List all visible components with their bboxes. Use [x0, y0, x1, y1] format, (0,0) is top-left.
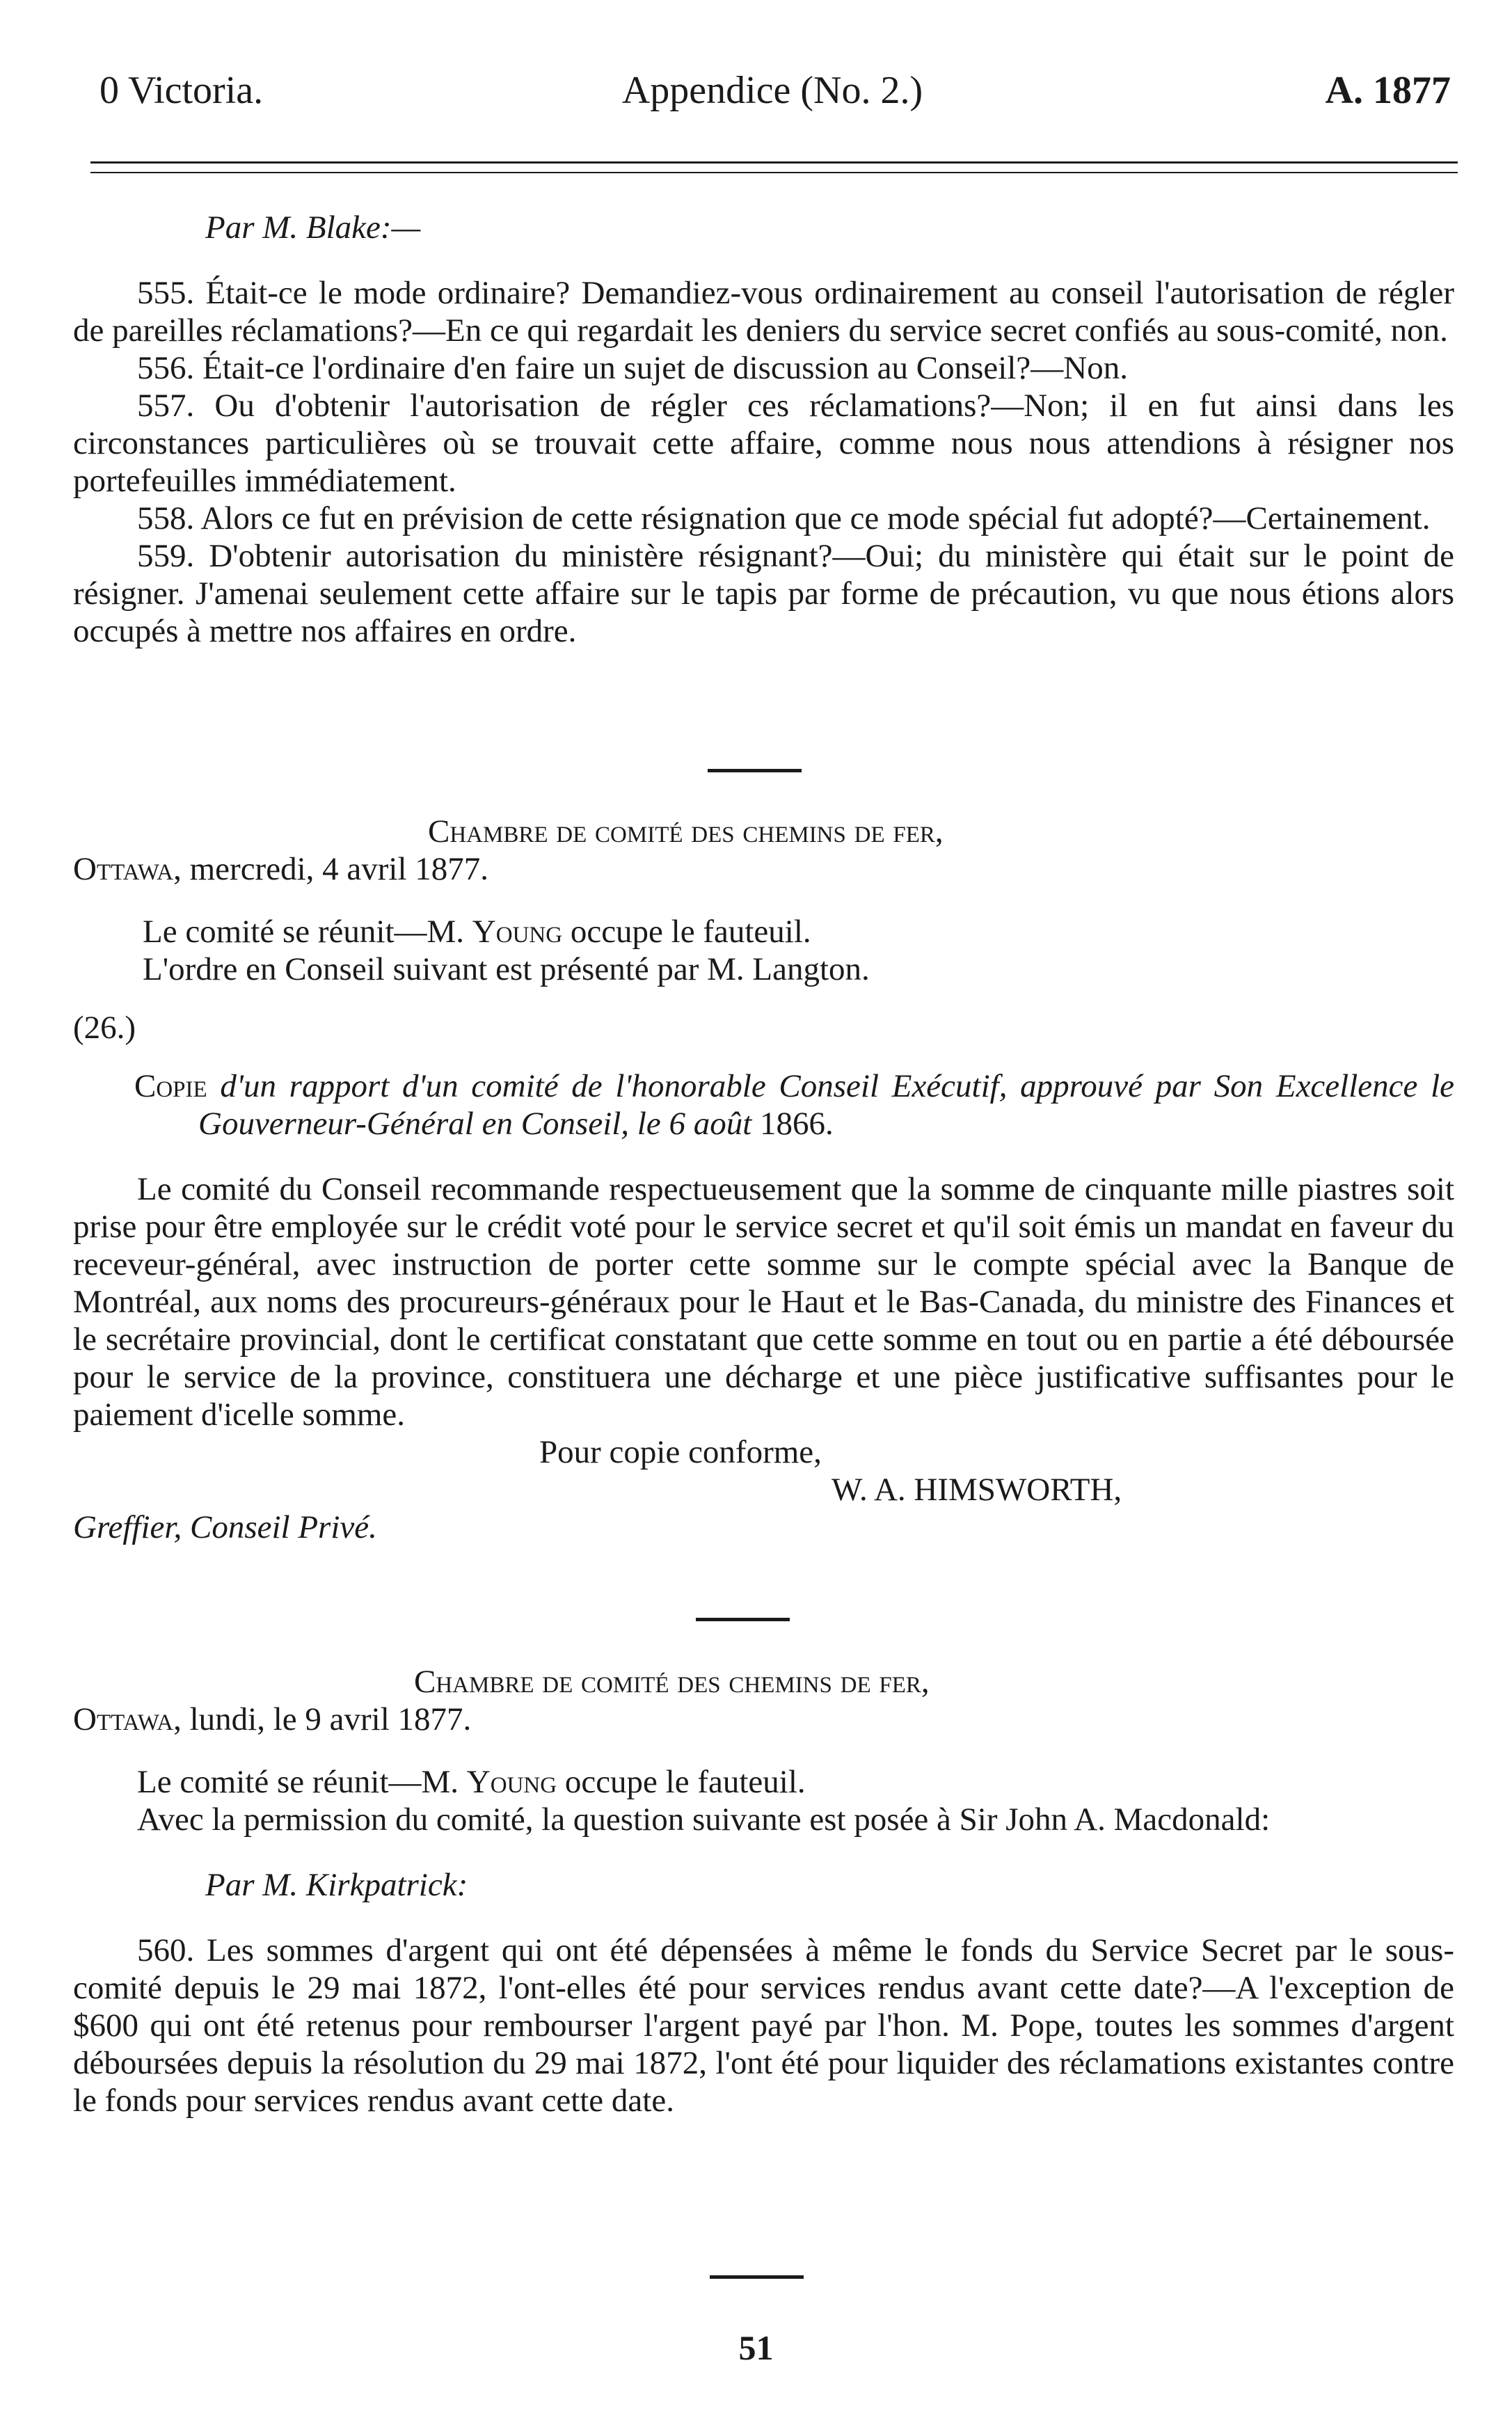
- permission-line: Avec la permission du comité, la question suivante est posée à Sir John A. Macdonald:: [137, 1801, 1271, 1838]
- dateline-date-2: lundi, le 9 avril 1877.: [189, 1701, 472, 1737]
- section-blake: [73, 209, 1454, 650]
- footer-divider: [710, 2275, 804, 2279]
- section-divider: [708, 769, 802, 772]
- dateline-2: [73, 1701, 1454, 1738]
- question-560: 560. Les sommes d'argent qui ont été dépensées à même le fonds du Service Secret par le sous-comité depuis le 29 mai 1872, l'ont-elles été pour services rendus avant cette date?—A l'exception de $600 qui ont été retenus pour rembourser l'argent payé par l'hon. M. Pope, toutes les sommes d'argent déboursées depuis la résolution du 29 mai 1872, l'ont été pour liquider des réclamations existantes contre le fonds pour services rendus avant cette date.: [73, 1932, 1454, 2119]
- meeting-text-end: occupe le fauteuil.: [570, 914, 811, 950]
- header-rule: [90, 161, 1458, 173]
- chair-name-2: Young: [466, 1764, 557, 1800]
- section-divider-2: [696, 1618, 790, 1621]
- speaker-label-2: Par M. Kirkpatrick:: [205, 1867, 468, 1903]
- question-555: 555. Était-ce le mode ordinaire? Demandiez-vous ordinairement au conseil l'autorisation de régler de pareilles réclamations?—En ce qui regardait les deniers du service secret confiés au sous-comité, non.: [73, 275, 1454, 349]
- chamber-heading-2: Chambre de comité des chemins de fer,: [414, 1664, 930, 1700]
- meeting-text-2: Le comité se réunit—M.: [137, 1764, 459, 1800]
- section-meeting-april-9: [73, 1663, 1454, 2119]
- meeting-line: [73, 913, 1454, 950]
- page-number: 51: [738, 2328, 774, 2367]
- closing-line: Pour copie conforme,: [539, 1434, 822, 1470]
- dateline-place-2: Ottawa,: [73, 1701, 182, 1737]
- copy-year: 1866.: [760, 1106, 834, 1142]
- copy-label: Copie: [134, 1068, 207, 1104]
- running-header: [94, 68, 1451, 124]
- dateline: [73, 850, 1454, 888]
- section-meeting-april-4: [73, 813, 1454, 1546]
- document-number: (26.): [73, 1010, 136, 1046]
- meeting-text: Le comité se réunit—M.: [143, 914, 465, 950]
- signer-title: Greffier, Conseil Privé.: [73, 1509, 377, 1545]
- question-556: 556. Était-ce l'ordinaire d'en faire un sujet de discussion au Conseil?—Non.: [137, 350, 1128, 386]
- speaker-label: Par M. Blake:—: [205, 209, 421, 246]
- header-year: A. 1877: [1325, 69, 1451, 112]
- order-line: L'ordre en Conseil suivant est présenté par M. Langton.: [143, 951, 870, 987]
- meeting-text-end-2: occupe le fauteuil.: [564, 1764, 806, 1800]
- question-558: 558. Alors ce fut en prévision de cette résignation que ce mode spécial fut adopté?—Certainement.: [137, 500, 1431, 536]
- question-557: 557. Ou d'obtenir l'autorisation de régler ces réclamations?—Non; il en fut ainsi dans les circonstances particulières où se trouvait cette affaire, comme nous nous attendions à résigner nos portefeuilles immédiatement.: [73, 388, 1454, 499]
- report-paragraph: Le comité du Conseil recommande respectueusement que la somme de cinquante mille piastres soit prise pour être employée sur le crédit voté pour le service secret et qu'il soit émis un mandat en faveur du receveur-général, avec instruction de porter cette somme sur le compte spécial avec la Banque de Montréal, aux noms des procureurs-généraux pour le Haut et le Bas-Canada, du ministre des Finances et le secrétaire provincial, dont le certificat constatant que cette somme en tout ou en partie a été déboursée pour le service de la province, constituera une décharge et une pièce justificative suffisantes pour le paiement d'icelle somme.: [73, 1171, 1454, 1433]
- copy-title-text: d'un rapport d'un comité de l'honorable Conseil Exécutif, approuvé par Son Excellence le Gouverneur-Général en Conseil, le 6 août: [198, 1068, 1454, 1142]
- meeting-line-2: [73, 1763, 1454, 1801]
- copy-title: [73, 1067, 1454, 1143]
- signer-name: W. A. HIMSWORTH,: [831, 1472, 1122, 1508]
- chamber-heading: Chambre de comité des chemins de fer,: [428, 813, 944, 850]
- chair-name: Young: [472, 914, 563, 950]
- question-559: 559. D'obtenir autorisation du ministère résignant?—Oui; du ministère qui était sur le point de résigner. J'amenai seulement cette affaire sur le tapis par forme de précaution, vu que nous étions alors occupés à mettre nos affaires en ordre.: [73, 538, 1454, 649]
- header-appendix: Appendice (No. 2.): [621, 69, 923, 112]
- header-reign: 0 Victoria.: [100, 69, 264, 112]
- dateline-date: mercredi, 4 avril 1877.: [189, 851, 489, 887]
- dateline-place: Ottawa,: [73, 851, 182, 887]
